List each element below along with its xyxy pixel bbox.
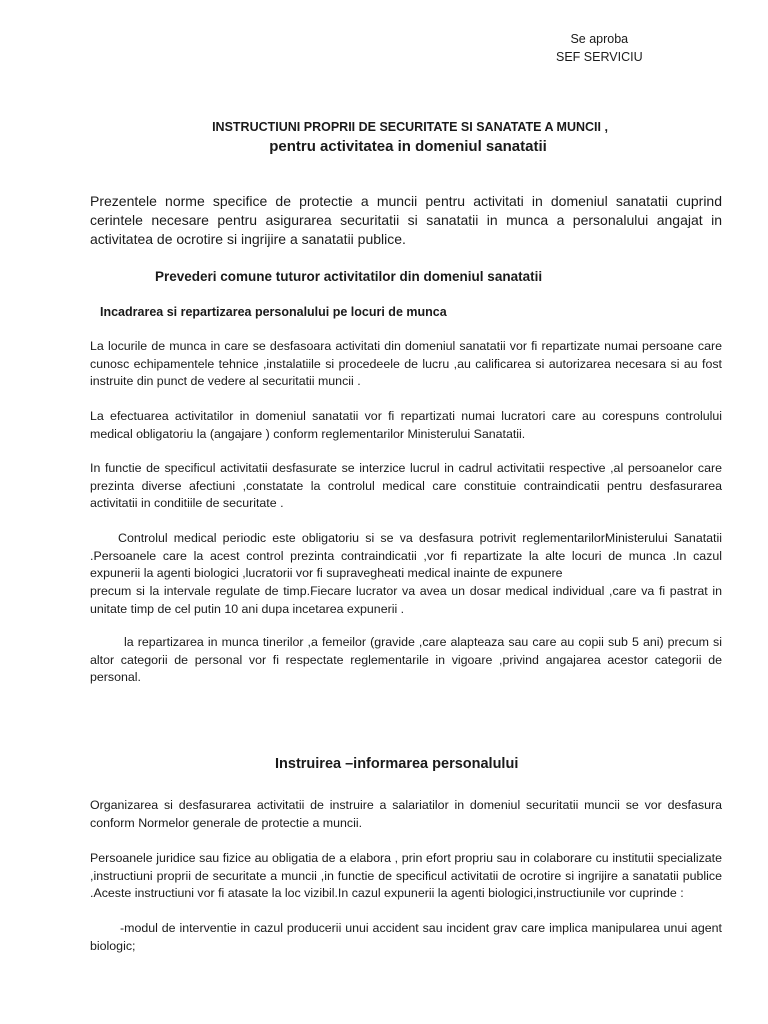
paragraph-own-instructions: Persoanele juridice sau fizice au obligatia de a elabora , prin efort propriu sau in colaborare cu institutii specializate ,instructiuni proprii de securitate a muncii ,in functie de specificul activitatii de ocrotire si ingrijire a sanatatii publice .Aceste instructiuni vor fi atasate la loc vizibil.In cazul expunerii la agenti biologici,instructiunile vor cuprinde : <box>90 851 722 901</box>
paragraph-accident-procedure: -modul de interventie in cazul producerii unui accident sau incident grav care implica manipularea unui agent biologic; <box>90 921 722 953</box>
paragraph-training-organization: Organizarea si desfasurarea activitatii de instruire a salariatilor in domeniul securitatii muncii se vor desfasura conform Normelor generale de protectie a muncii. <box>90 798 722 830</box>
document-subtitle: pentru activitatea in domeniul sanatatii <box>269 138 547 155</box>
paragraph-medical-file: precum si la intervale regulate de timp.Fiecare lucrator va avea un dosar medical individual ,care va fi pastrat in unitate timp de cel putin 10 ani dupa incetarea expunerii . <box>90 584 722 616</box>
paragraph-periodic-control: Controlul medical periodic este obligatoriu si se va desfasura potrivit reglementarilorMinisterului Sanatatii .Persoanele care la acest control prezinta contraindicatii ,vor fi repartizate la alte locuri de munca .In cazul expunerii la agenti biologici ,lucratorii vor fi supravegheati medical inainte de expunere <box>90 531 722 581</box>
intro-paragraph: Prezentele norme specifice de protectie a muncii pentru activitati in domeniul sanatatii cuprind cerintele necesare pentru asigurarea securitatii si sanatatii in munca a personalului angajat in activitatea de ocrotire si ingrijire a sanatatii publice. <box>90 193 722 247</box>
approval-signatory: SEF SERVICIU <box>556 50 643 64</box>
paragraph-youth-women: la repartizarea in munca tinerilor ,a femeilor (gravide ,care alapteaza sau care au copii sub 5 ani) precum si altor categorii de personal vor fi respectate reglementarile in vigoare ,privind angajarea acestor categorii de personal. <box>90 635 722 685</box>
paragraph-medical-check: La efectuarea activitatilor in domeniul sanatatii vor fi repartizati numai lucratori care au corespuns controlului medical obligatoriu la (angajare ) conform reglementarilor Ministerului Sanatatii. <box>90 409 722 441</box>
section-heading-common-provisions: Prevederi comune tuturor activitatilor din domeniul sanatatii <box>155 269 543 284</box>
subsection-heading-staff-allocation: Incadrarea si repartizarea personalului pe locuri de munca <box>100 305 447 319</box>
section-heading-training: Instruirea –informarea personalului <box>275 756 519 772</box>
approval-line: Se aproba <box>570 32 629 46</box>
approval-block <box>556 30 643 66</box>
document-title: INSTRUCTIUNI PROPRII DE SECURITATE SI SANATATE A MUNCII , <box>212 120 608 134</box>
paragraph-workplaces: La locurile de munca in care se desfasoara activitati din domeniul sanatatii vor fi repartizate numai persoane care cunosc echipamentele tehnice ,instalatiile si procedeele de lucru ,au calificarea si autorizarea necesara si au fost instruite din punct de vedere al securitatii muncii . <box>90 339 722 389</box>
paragraph-contraindications: In functie de specificul activitatii desfasurate se interzice lucrul in cadrul activitatii respective ,al persoanelor care prezinta diverse afectiuni ,constatate la controlul medical care constituie contraindicatii pentru desfasurarea activitatii in conditiile de securitate . <box>90 461 722 511</box>
